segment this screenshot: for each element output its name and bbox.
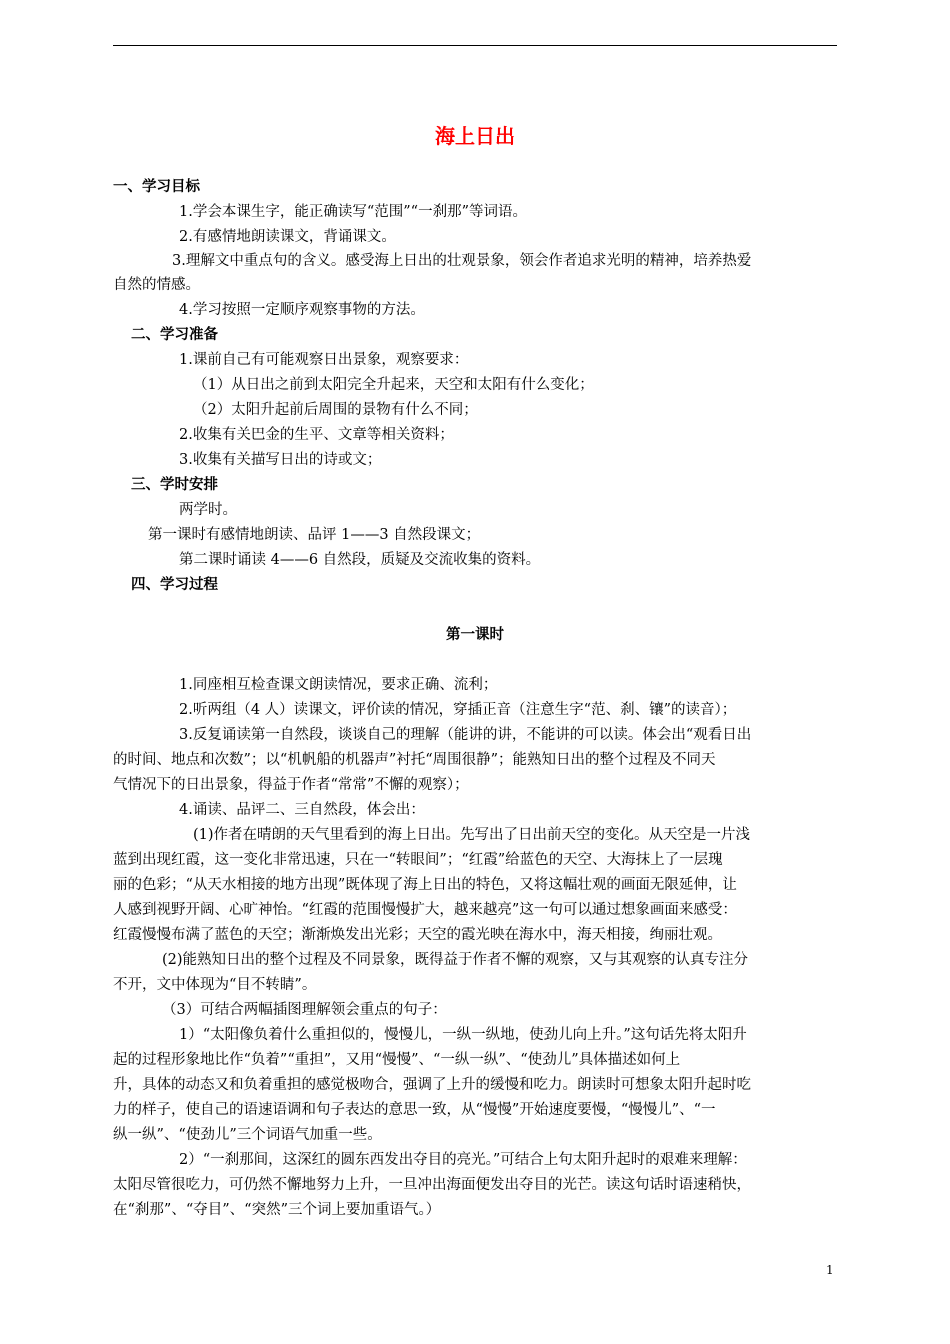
process-line: (2)能熟知日出的整个过程及不同景象，既得益于作者不懈的观察，又与其观察的认真专注分 (162, 952, 749, 968)
process-line: 丽的色彩；“从天水相接的地方出现”既体现了海上日出的特色，又将这幅壮观的画面无限延伸，让 (113, 877, 737, 893)
process-line: 4.诵读、品评二、三自然段，体会出： (179, 802, 425, 818)
section-heading-schedule: 三、学时安排 (131, 476, 218, 493)
document-title: 海上日出 (435, 124, 515, 148)
process-line: （3）可结合两幅插图理解领会重点的句子： (162, 1002, 447, 1018)
process-line: 不开，文中体现为“目不转睛”。 (113, 977, 317, 993)
goal-item: 3.理解文中重点句的含义。感受海上日出的壮观景象，领会作者追求光明的精神，培养热爱 (172, 253, 752, 269)
process-line: (1)作者在晴朗的天气里看到的海上日出。先写出了日出前天空的变化。从天空是一片浅 (193, 827, 751, 843)
goal-item: 4.学习按照一定顺序观察事物的方法。 (179, 302, 425, 318)
process-line: 1.同座相互检查课文朗读情况，要求正确、流利； (179, 677, 498, 693)
prep-subitem: （1）从日出之前到太阳完全升起来，天空和太阳有什么变化； (193, 377, 594, 393)
prep-item: 3.收集有关描写日出的诗或文； (179, 452, 382, 468)
process-line: 在“刹那”、“夺目”、“突然”三个词上要加重语气。） (113, 1202, 441, 1218)
process-line: 2.听两组（4 人）读课文，评价读的情况，穿插正音（注意生字“范、刹、镶”的读音）； (179, 702, 737, 718)
process-line-text: 的时间、地点和次数”；以“机帆船的机器声”衬托“周围很静”；能熟知日出的整个过程及不同天 (113, 752, 716, 768)
process-line: 气情况下的日出景象，得益于作者“常常”不懈的观察）； (113, 777, 469, 793)
schedule-item: 两学时。 (179, 502, 237, 518)
process-line (113, 750, 837, 770)
prep-item: 1.课前自己有可能观察日出景象，观察要求： (179, 352, 469, 368)
process-line: 太阳尽管很吃力，可仍然不懈地努力上升，一旦冲出海面便发出夺目的光芒。读这句话时语速稍快， (113, 1177, 751, 1193)
process-line: 升，具体的动态又和负着重担的感觉极吻合，强调了上升的缓慢和吃力。朗读时可想象太阳升起时吃 (113, 1077, 751, 1093)
section-heading-goals: 一、学习目标 (113, 178, 200, 195)
process-line: 蓝到出现红霞，这一变化非常迅速，只在一“转眼间”；“红霞”给蓝色的天空、大海抹上了一层瑰 (113, 852, 723, 868)
process-line: 3.反复诵读第一自然段，谈谈自己的理解（能讲的讲，不能讲的可以读。体会出“观看日出 (179, 727, 752, 743)
goal-item-continued: 自然的情感。 (113, 277, 200, 293)
process-line: 人感到视野开阔、心旷神怡。“红霞的范围慢慢扩大，越来越亮”这一句可以通过想象画面来感受： (113, 902, 737, 918)
process-line: 起的过程形象地比作“负着”“重担”，又用“慢慢”、“一纵一纵”、“使劲儿”具体描述如何上 (113, 1052, 681, 1068)
prep-item: 2.收集有关巴金的生平、文章等相关资料； (179, 427, 454, 443)
page-number: 1 (826, 1263, 834, 1277)
process-line: 纵一纵”、“使劲儿”三个词语气加重一些。 (113, 1127, 382, 1143)
schedule-item: 第二课时诵读 4——6 自然段，质疑及交流收集的资料。 (179, 552, 541, 568)
schedule-item: 第一课时有感情地朗读、品评 1——3 自然段课文； (148, 527, 481, 543)
section-heading-preparation: 二、学习准备 (131, 326, 218, 343)
lesson-subheading: 第一课时 (446, 626, 504, 643)
header-rule (113, 45, 837, 46)
goal-item: 1.学会本课生字，能正确读写“范围”“一刹那”等词语。 (179, 204, 527, 220)
process-line: 红霞慢慢布满了蓝色的天空；渐渐焕发出光彩；天空的霞光映在海水中，海天相接，绚丽壮观。 (113, 927, 722, 943)
prep-subitem: （2）太阳升起前后周围的景物有什么不同； (193, 402, 478, 418)
process-line: 2）“一刹那间，这深红的圆东西发出夺目的亮光。”可结合上句太阳升起时的艰难来理解： (179, 1152, 747, 1168)
process-line: 1）“太阳像负着什么重担似的，慢慢儿，一纵一纵地，使劲儿向上升。”这句话先将太阳升 (179, 1027, 747, 1043)
process-line: 力的样子，使自己的语速语调和句子表达的意思一致，从“慢慢”开始速度要慢，“慢慢儿”、“一 (113, 1102, 716, 1118)
goal-item: 2.有感情地朗读课文，背诵课文。 (179, 229, 396, 245)
section-heading-process: 四、学习过程 (131, 576, 218, 593)
